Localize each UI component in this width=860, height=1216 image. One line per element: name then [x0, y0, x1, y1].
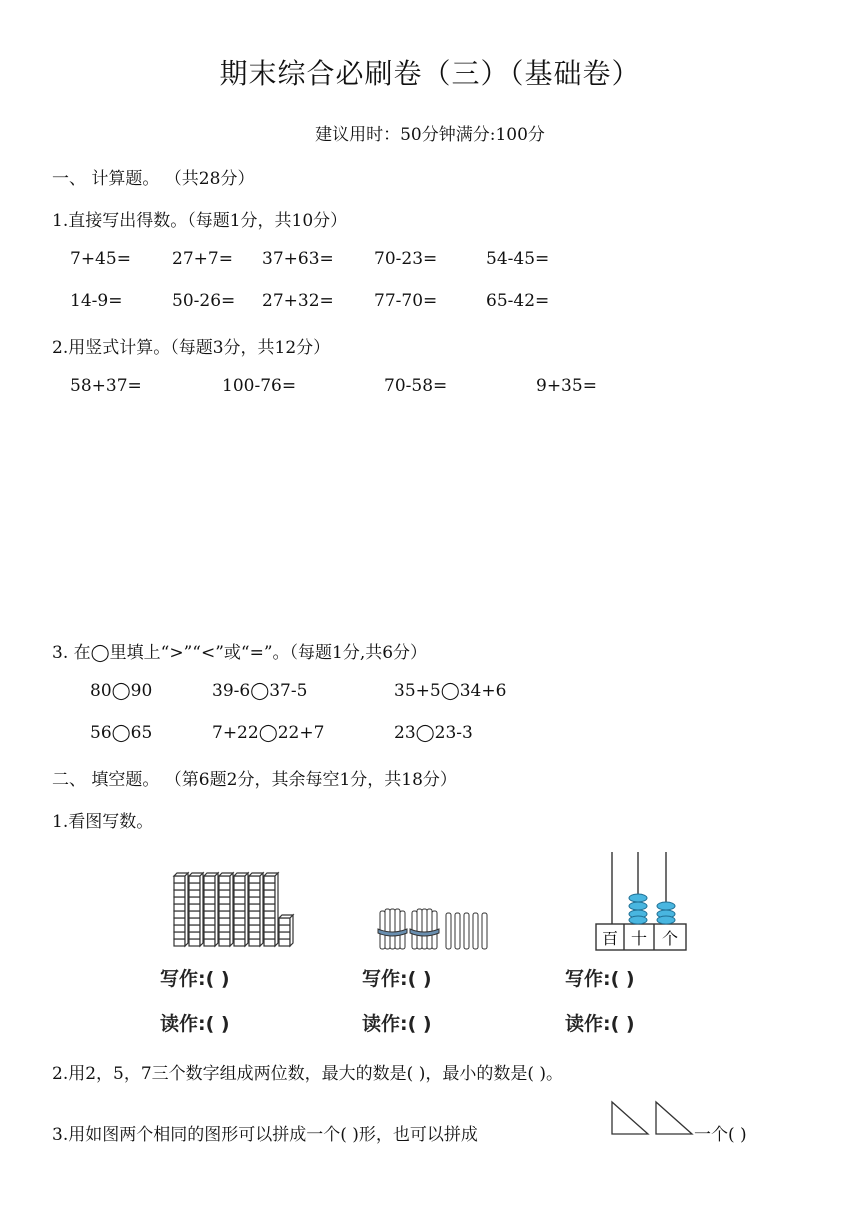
compare-item: 80◯90: [90, 681, 153, 701]
oral-calc-item: 54-45=: [486, 249, 550, 269]
compare-item: 39-6◯37-5: [212, 681, 308, 701]
cube-columns-icon: [170, 870, 310, 950]
oral-calc-item: 37+63=: [262, 249, 334, 269]
abacus-label-ones: 个: [661, 929, 679, 948]
oral-calc-item: 70-23=: [374, 249, 438, 269]
read-answer-1[interactable]: 读作:( ): [160, 1013, 230, 1035]
section1-heading: 一、 计算题。 （共28分）: [52, 169, 255, 189]
s2-q3-part2: 一个( ): [694, 1125, 747, 1145]
write-answer-1[interactable]: 写作:( ): [160, 968, 230, 990]
vertical-calc-item: 58+37=: [70, 376, 142, 396]
oral-calc-item: 77-70=: [374, 291, 438, 311]
page-subtitle: 建议用时：50分钟满分:100分: [315, 125, 545, 145]
read-answer-2[interactable]: 读作:( ): [362, 1013, 432, 1035]
q3-label: 3. 在◯里填上“>”“<”或“=”。（每题1分,共6分）: [52, 643, 428, 663]
oral-calc-item: 65-42=: [486, 291, 550, 311]
oral-calc-item: 27+7=: [172, 249, 233, 269]
section2-heading: 二、 填空题。 （第6题2分，其余每空1分，共18分）: [52, 770, 457, 790]
s2-q1-label: 1.看图写数。: [52, 812, 154, 832]
oral-calc-item: 27+32=: [262, 291, 334, 311]
compare-item: 56◯65: [90, 723, 153, 743]
s2-q3-part1: 3.用如图两个相同的图形可以拼成一个( )形，也可以拼成: [52, 1125, 478, 1145]
vertical-calc-item: 9+35=: [536, 376, 597, 396]
oral-calc-item: 50-26=: [172, 291, 236, 311]
compare-item: 35+5◯34+6: [394, 681, 507, 701]
q1-label: 1.直接写出得数。（每题1分，共10分）: [52, 211, 348, 231]
read-answer-3[interactable]: 读作:( ): [565, 1013, 635, 1035]
vertical-calc-item: 100-76=: [222, 376, 297, 396]
page-title: 期末综合必刷卷（三）（基础卷）: [219, 57, 641, 90]
oral-calc-item: 7+45=: [70, 249, 131, 269]
abacus-label-tens: 十: [630, 929, 648, 948]
abacus-icon: [592, 850, 692, 952]
stick-bundles-icon: [372, 905, 502, 955]
s2-q2: 2.用2，5，7三个数字组成两位数，最大的数是( )，最小的数是( )。: [52, 1064, 564, 1084]
vertical-calc-item: 70-58=: [384, 376, 448, 396]
compare-item: 7+22◯22+7: [212, 723, 325, 743]
write-answer-3[interactable]: 写作:( ): [565, 968, 635, 990]
abacus-label-hundreds: 百: [601, 929, 619, 948]
write-answer-2[interactable]: 写作:( ): [362, 968, 432, 990]
triangles-icon: [610, 1100, 694, 1138]
q2-label: 2.用竖式计算。（每题3分，共12分）: [52, 338, 331, 358]
compare-item: 23◯23-3: [394, 723, 473, 743]
oral-calc-item: 14-9=: [70, 291, 123, 311]
